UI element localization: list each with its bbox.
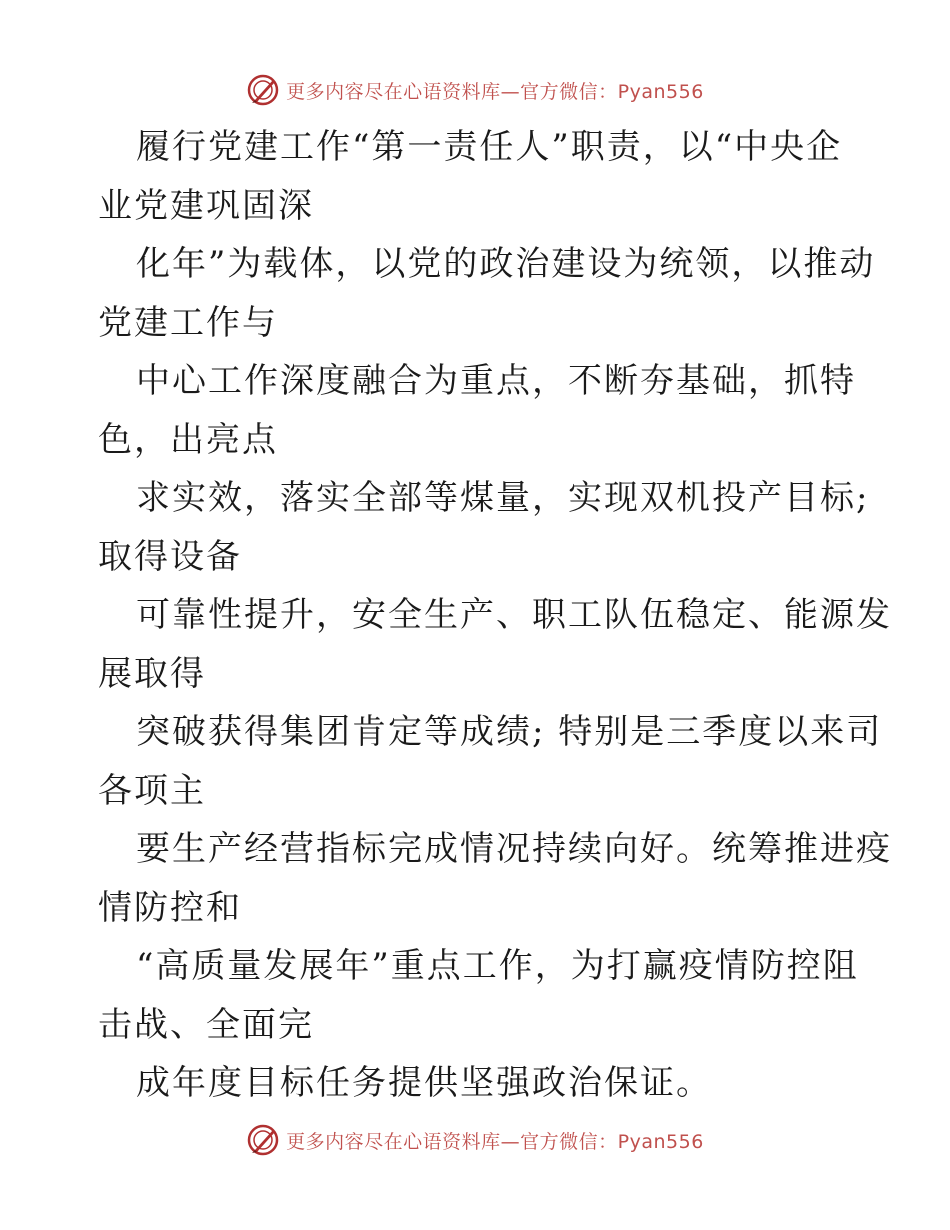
text-line: 中心工作深度融合为重点，不断夯基础，抓特 <box>136 361 856 401</box>
text-line: 要生产经营指标完成情况持续向好。统筹推进疫 <box>136 829 892 869</box>
text-line: 取得设备 <box>98 536 242 577</box>
text-line: 色，出亮点 <box>98 419 278 460</box>
text-line: 情防控和 <box>98 887 242 928</box>
text-line: 求实效，落实全部等煤量，实现双机投产目标; <box>136 478 870 518</box>
text-line: 成年度目标任务提供坚强政治保证。 <box>136 1063 712 1103</box>
text-line: “高质量发展年”重点工作，为打赢疫情防控阻 <box>136 946 859 986</box>
document-body <box>98 118 892 1113</box>
watermark-text: 更多内容尽在心语资料库—官方微信：Pyan556 <box>286 1130 704 1153</box>
text-line: 展取得 <box>98 653 206 694</box>
text-line: 击战、全面完 <box>98 1004 314 1045</box>
footer-watermark <box>0 1120 950 1160</box>
text-line: 化年”为载体，以党的政治建设为统领，以推动 <box>136 244 876 284</box>
text-line: 党建工作与 <box>98 302 278 343</box>
watermark-text: 更多内容尽在心语资料库—官方微信：Pyan556 <box>286 80 704 103</box>
text-line: 突破获得集团肯定等成绩; 特别是三季度以来司 <box>136 712 883 752</box>
text-line: 各项主 <box>98 770 206 811</box>
text-line: 业党建巩固深 <box>98 185 314 226</box>
header-watermark <box>0 70 950 110</box>
pen-logo-icon <box>246 73 280 107</box>
pen-logo-icon <box>246 1123 280 1157</box>
text-line: 履行党建工作“第一责任人”职责，以“中央企 <box>136 127 843 167</box>
text-line: 可靠性提升，安全生产、职工队伍稳定、能源发 <box>136 595 892 635</box>
